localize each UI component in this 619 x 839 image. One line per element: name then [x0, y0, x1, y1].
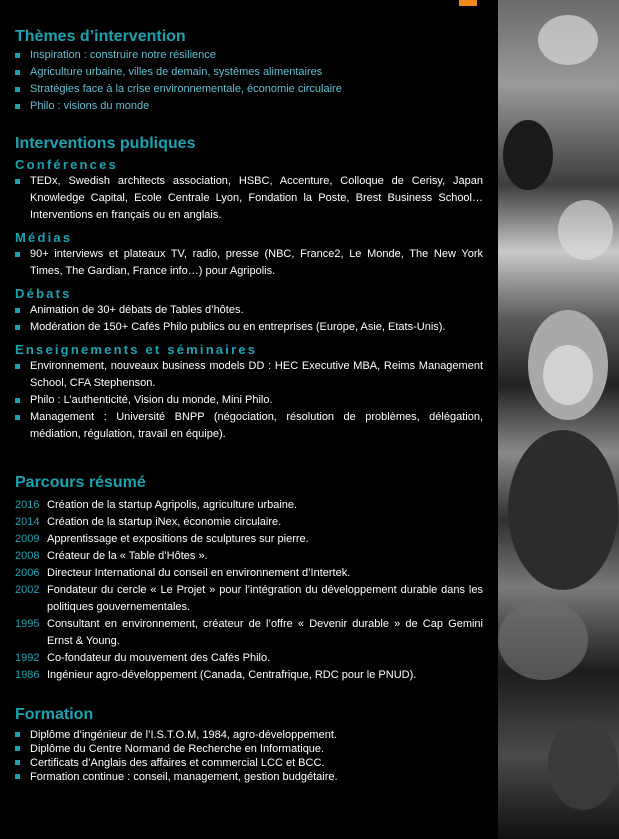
- section-title-themes: Thèmes d’intervention: [15, 28, 186, 45]
- career-text: Consultant en environnement, créateur de l’offre « Devenir durable » de Cap Gemini Ernst & Young.: [47, 618, 483, 647]
- portrait-photo: [498, 0, 619, 839]
- section-title-formation: Formation: [15, 706, 94, 723]
- career-year: 2009: [15, 533, 40, 545]
- debats-list: [15, 302, 483, 336]
- career-item: [15, 616, 483, 650]
- enseignements-list: [15, 358, 483, 443]
- career-item: [15, 514, 483, 531]
- career-text: Fondateur du cercle « Le Projet » pour l’intégration du développement durable dans les politiques gouvernementales.: [47, 584, 483, 613]
- list-item: Diplôme d’ingénieur de l’I.S.T.O.M, 1984, agro-développement.: [15, 728, 483, 742]
- career-year: 2008: [15, 550, 40, 562]
- subsection-title-medias: Médias: [15, 230, 73, 245]
- orange-accent-mark: [459, 0, 477, 6]
- themes-list: [15, 47, 483, 115]
- career-list: [15, 497, 483, 684]
- list-item: Certificats d’Anglais des affaires et commercial LCC et BCC.: [15, 756, 483, 770]
- subsection-title-enseignements: Enseignements et séminaires: [15, 342, 258, 357]
- list-item: Inspiration : construire notre résilience: [15, 47, 483, 64]
- career-text: Créateur de la « Table d’Hôtes ».: [47, 550, 208, 562]
- career-text: Apprentissage et expositions de sculptures sur pierre.: [47, 533, 309, 545]
- list-item: Philo : L’authenticité, Vision du monde, Mini Philo.: [15, 392, 483, 409]
- list-item: Philo : visions du monde: [15, 98, 483, 115]
- list-item: Modération de 150+ Cafés Philo publics ou en entreprises (Europe, Asie, Etats-Unis).: [15, 319, 483, 336]
- list-item: Management : Université BNPP (négociation, résolution de problèmes, délégation, médiation, régulation, travail en équipe).: [15, 409, 483, 443]
- list-item: Agriculture urbaine, villes de demain, systèmes alimentaires: [15, 64, 483, 81]
- career-text: Création de la startup Agripolis, agriculture urbaine.: [47, 499, 298, 511]
- career-text: Co-fondateur du mouvement des Cafés Philo.: [47, 652, 271, 664]
- subsection-title-conferences: Conférences: [15, 157, 118, 172]
- career-text: Ingénieur agro-développement (Canada, Centrafrique, RDC pour le PNUD).: [47, 669, 417, 681]
- career-item: [15, 548, 483, 565]
- formation-list: [15, 728, 483, 784]
- conferences-list: [15, 173, 483, 224]
- list-item: TEDx, Swedish architects association, HSBC, Accenture, Colloque de Cerisy, Japan Knowledge Capital, Ecole Centrale Lyon, Fondation la Poste, Brest Business School… Interventions en français ou en anglais.: [15, 173, 483, 224]
- list-item: Stratégies face à la crise environnementale, économie circulaire: [15, 81, 483, 98]
- career-item: [15, 650, 483, 667]
- cv-content: [15, 27, 483, 784]
- career-item: [15, 531, 483, 548]
- career-text: Directeur International du conseil en environnement d’Intertek.: [47, 567, 351, 579]
- career-item: [15, 582, 483, 616]
- list-item: 90+ interviews et plateaux TV, radio, presse (NBC, France2, Le Monde, The New York Times, The Gardian, France info…) pour Agripolis.: [15, 246, 483, 280]
- career-year: 2014: [15, 516, 40, 528]
- career-year: 1986: [15, 669, 40, 681]
- career-year: 2016: [15, 499, 40, 511]
- career-year: 1995: [15, 618, 40, 630]
- medias-list: [15, 246, 483, 280]
- career-text: Création de la startup iNex, économie circulaire.: [47, 516, 282, 528]
- career-year: 2006: [15, 567, 40, 579]
- career-year: 2002: [15, 584, 40, 596]
- section-title-interventions: Interventions publiques: [15, 135, 196, 152]
- list-item: Environnement, nouveaux business models DD : HEC Executive MBA, Reims Management School, CFA Stephenson.: [15, 358, 483, 392]
- list-item: Animation de 30+ débats de Tables d’hôtes.: [15, 302, 483, 319]
- subsection-title-debats: Débats: [15, 286, 72, 301]
- career-year: 1992: [15, 652, 40, 664]
- career-item: [15, 565, 483, 582]
- career-item: [15, 497, 483, 514]
- list-item: Formation continue : conseil, management, gestion budgétaire.: [15, 770, 483, 784]
- career-item: [15, 667, 483, 684]
- list-item: Diplôme du Centre Normand de Recherche en Informatique.: [15, 742, 483, 756]
- section-title-parcours: Parcours résumé: [15, 474, 146, 491]
